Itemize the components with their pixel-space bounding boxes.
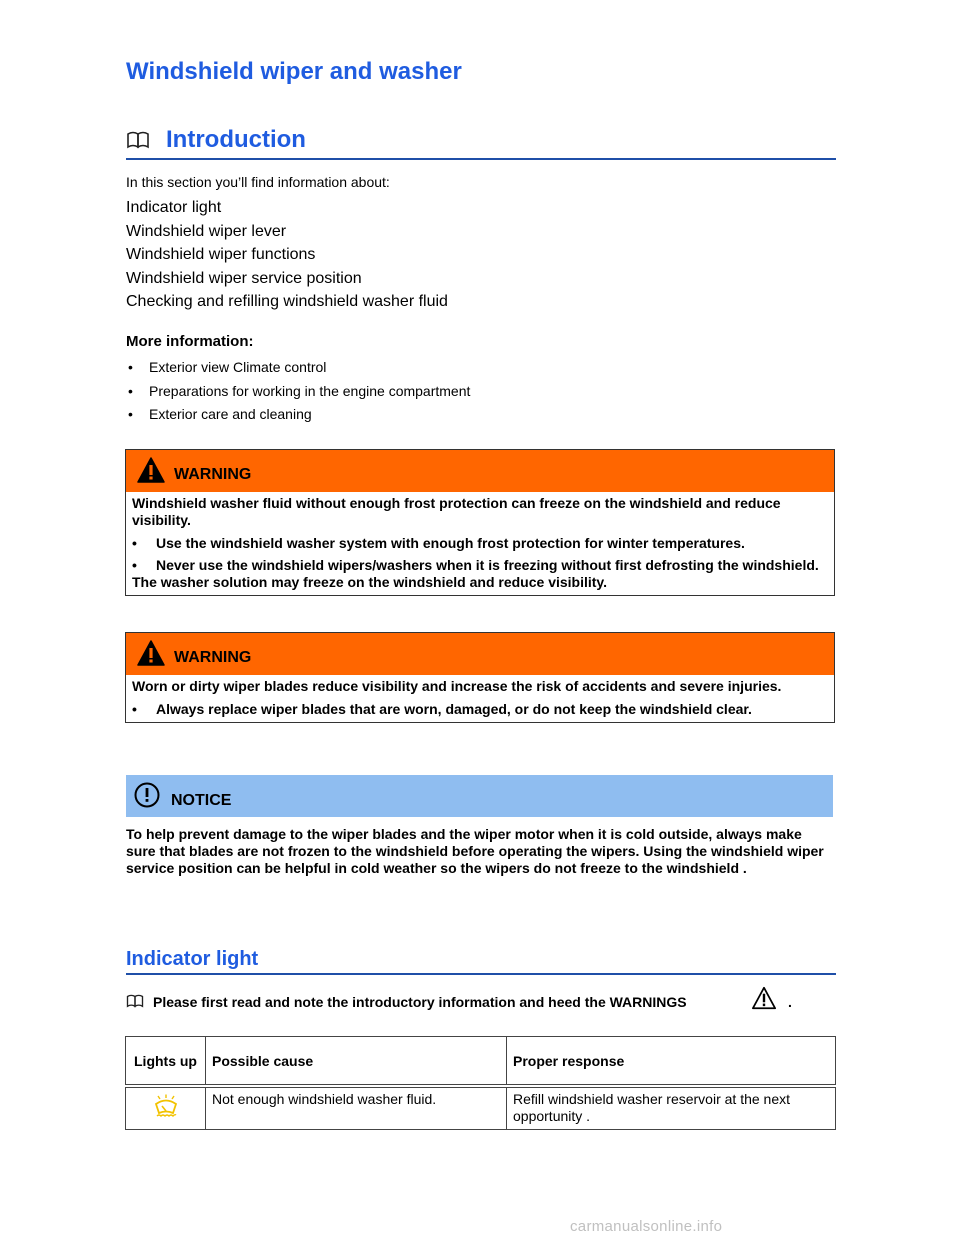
more-info-link[interactable]: Preparations for working in the engine compartment: [149, 382, 471, 399]
warning-triangle-icon: [136, 639, 166, 672]
warning-triangle-icon[interactable]: [751, 986, 777, 1013]
bullet: •: [132, 535, 137, 551]
bullet: •: [128, 406, 133, 422]
warning-bullet-text: Always replace wiper blades that are worn, damaged, or do not keep the windshield clear.: [156, 701, 752, 717]
topic-list: [126, 198, 448, 316]
more-info-list: [128, 358, 470, 429]
list-item: [128, 405, 470, 429]
list-item: [132, 557, 828, 591]
intro-lead: In this section you’ll find information about:: [126, 174, 390, 190]
more-info-link[interactable]: Exterior care and cleaning: [149, 406, 312, 422]
warning-triangle-icon: [136, 456, 166, 489]
bullet: •: [132, 557, 137, 573]
warning-body: [126, 675, 834, 722]
warning-bullet-text: Never use the windshield wipers/washers when it is freezing without first defrosting the windshield. The washer solution may freeze on the windshield and reduce visibility.: [132, 557, 819, 590]
intro-heading-text: Introduction: [166, 126, 306, 153]
topic-link-indicator-light[interactable]: Indicator light: [126, 199, 222, 216]
warning-label: WARNING: [174, 649, 252, 666]
indicator-table: [125, 1036, 836, 1130]
proper-response-cell: Refill windshield washer reservoir at the next opportunity .: [507, 1086, 836, 1130]
book-icon: [126, 994, 144, 1011]
warning-box-wiper-blades: [125, 632, 835, 723]
exclamation-circle-icon: [133, 781, 161, 814]
warning-text: Worn or dirty wiper blades reduce visibility and increase the risk of accidents and severe injuries.: [132, 678, 782, 694]
read-note-end: .: [788, 994, 792, 1010]
list-item: [132, 701, 828, 718]
list-item: [128, 358, 470, 382]
indicator-heading-text: Indicator light: [126, 948, 259, 970]
list-item: [128, 382, 470, 406]
book-icon: [126, 131, 150, 154]
table-header-row: [126, 1037, 836, 1087]
read-note-text: Please first read and note the introductory information and heed the WARNINGS: [153, 994, 687, 1010]
indicator-heading: [126, 948, 836, 975]
possible-cause-cell: Not enough windshield washer fluid.: [206, 1086, 507, 1130]
lights-up-cell: [126, 1086, 206, 1130]
topic-link-wiper-functions[interactable]: Windshield wiper functions: [126, 246, 316, 263]
bullet: •: [128, 359, 133, 375]
section-title: Windshield wiper and washer: [126, 58, 462, 85]
topic-link-wiper-lever[interactable]: Windshield wiper lever: [126, 222, 287, 240]
bullet: •: [128, 382, 133, 399]
notice-text: To help prevent damage to the wiper blades and the wiper motor when it is cold outside, always make sure that blades are not frozen to the windshield before operating the wipers. Using the windshield wiper service position can be helpful in cold weather so the wipers do not freeze to the windshield .: [126, 826, 824, 876]
bullet: •: [132, 701, 137, 717]
washer-fluid-icon: [153, 1104, 179, 1120]
column-header-lights-up: Lights up: [126, 1037, 206, 1087]
table-row: [126, 1086, 836, 1130]
topic-link-washer-fluid[interactable]: Checking and refilling windshield washer fluid: [126, 293, 448, 310]
column-header-proper-response: Proper response: [507, 1037, 836, 1087]
notice-label: NOTICE: [171, 792, 232, 809]
warning-body: [126, 492, 834, 595]
more-info-heading: More information:: [126, 333, 254, 350]
warning-bullet-text: Use the windshield washer system with enough frost protection for winter temperatures.: [156, 535, 745, 551]
topic-link-service-position[interactable]: Windshield wiper service position: [126, 269, 362, 287]
column-header-possible-cause: Possible cause: [206, 1037, 507, 1087]
list-item: [132, 535, 828, 552]
warning-text: Windshield washer fluid without enough frost protection can freeze on the windshield and reduce visibility.: [132, 495, 781, 528]
intro-heading: [126, 126, 836, 160]
warning-box-frost: [125, 449, 835, 596]
warning-header: [126, 633, 834, 675]
notice-header: [126, 775, 833, 817]
warning-label: WARNING: [174, 466, 252, 483]
more-info-link[interactable]: Exterior view Climate control: [149, 359, 327, 375]
watermark: carmanualsonline.info: [570, 1218, 723, 1235]
warning-header: [126, 450, 834, 492]
